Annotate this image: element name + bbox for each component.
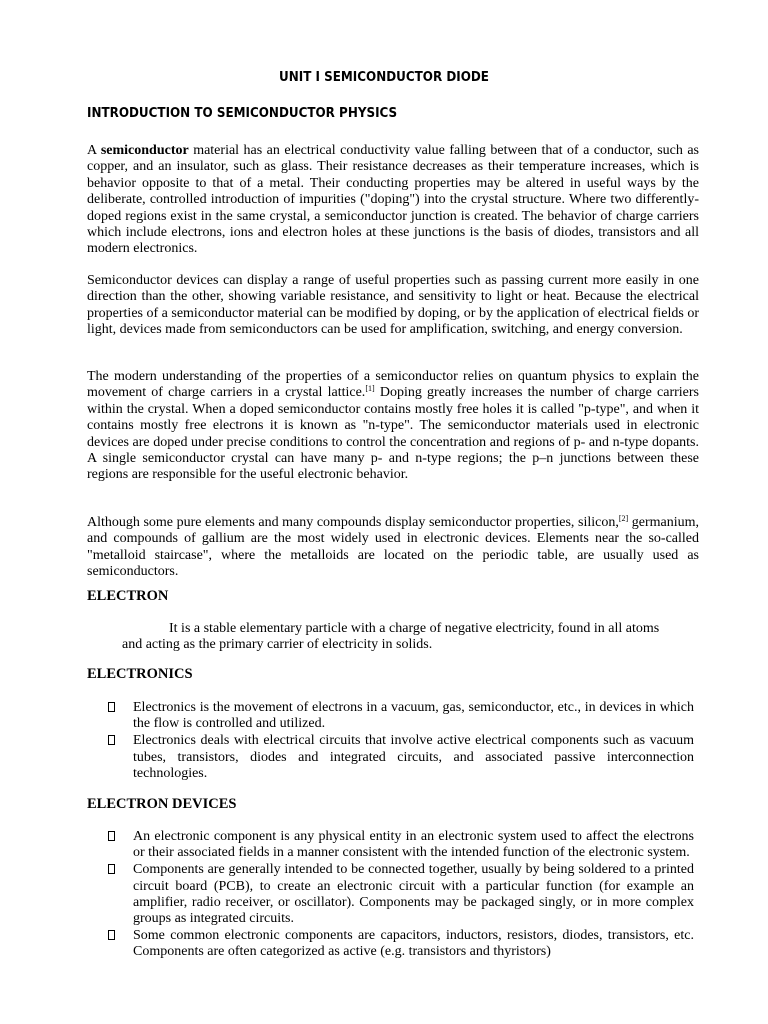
electron-definition: It is a stable elementary particle with a charge of negative electricity, found in all atoms and acting as the primary carrier of electricity in solids. [122,621,660,653]
reference-2: [2] [618,514,629,523]
reference-1: [1] [365,384,375,394]
electron-devices-list [108,829,694,962]
p3-part-a: The modern understanding of the properties of a semiconductor relies on quantum physics to explain the movement of charge carriers in a crystal lattice. [87,369,699,401]
paragraph-semiconductor-elements [87,515,699,581]
list-item-text: Electronics is the movement of electrons in a vacuum, gas, semiconductor, etc., in devices in which the flow is controlled and utilized. [133,700,694,732]
p1-lead: A [87,143,101,158]
bullet-icon [108,831,115,841]
p4-part-a: Although some pure elements and many compounds display semiconductor properties, silicon, [87,515,619,530]
bullet-icon [108,864,115,874]
p4-part-b: germanium, and compounds of gallium are the most widely used in electronic devices. Elements near the so-called "metalloid staircase", where the metalloids are located on the periodic table, are usually used as semiconductors. [87,515,700,580]
paragraph-quantum-physics [87,369,699,484]
list-item [108,829,694,861]
paragraph-semiconductor-devices: Semiconductor devices can display a range of useful properties such as passing current more easily in one direction than the other, showing variable resistance, and sensitivity to light or heat. Because the electrical properties of a semiconductor material can be modified by doping, or by the application of electrical fields or light, devices made from semiconductors can be used for amplification, switching, and energy conversion. [87,273,699,338]
p1-rest: material has an electrical conductivity value falling between that of a conductor, such as copper, and an insulator, such as glass. Their resistance decreases as their temperature increases, which is behavior opposite to that of a metal. Their conducting properties may be altered in useful ways by the deliberate, controlled introduction of impurities ("doping") into the crystal structure. Where two differently-doped regions exist in the same crystal, a semiconductor junction is created. The behavior of charge carriers which include electrons, ions and electron holes at these junctions is the basis of diodes, transistors and all modern electronics. [87,143,699,257]
electronics-heading: ELECTRONICS [87,666,193,682]
electronics-list [108,700,694,783]
list-item [108,700,694,732]
p3-part-b: Doping greatly increases the number of charge carriers within the crystal. When a doped semiconductor contains mostly free holes it is called "p-type", and when it contains mostly free electrons it is known as "n-type". The semiconductor materials used in electronic devices are doped under precise conditions to control the concentration and regions of p- and n-type dopants. A single semiconductor crystal can have many p- and n-type regions; the p–n junctions between these regions are responsible for the useful electronic behavior. [87,385,699,483]
list-item-text: An electronic component is any physical entity in an electronic system used to affect the electrons or their associated fields in a manner consistent with the intended function of the electronic system. [133,829,694,861]
list-item [108,862,694,927]
electron-devices-heading: ELECTRON DEVICES [87,796,237,812]
intro-heading: INTRODUCTION TO SEMICONDUCTOR PHYSICS [87,106,398,121]
unit-title: UNIT I SEMICONDUCTOR DIODE [279,70,489,85]
list-item-text: Components are generally intended to be connected together, usually by being soldered to a printed circuit board (PCB), to create an electronic circuit with a particular function (for example an amplifier, radio receiver, or oscillator). Components may be packaged singly, or in more complex groups as integrated circuits. [133,862,694,927]
paragraph-semiconductor-definition [87,143,699,258]
bullet-icon [108,930,115,940]
p1-term: semiconductor [100,143,189,158]
list-item [108,733,694,782]
bullet-icon [108,735,115,745]
list-item-text: Some common electronic components are capacitors, inductors, resistors, diodes, transistors, etc. Components are often categorized as active (e.g. transistors and thyristors) [133,928,694,960]
bullet-icon [108,702,115,712]
list-item [108,928,694,960]
list-item-text: Electronics deals with electrical circuits that involve active electrical components such as vacuum tubes, transistors, diodes and integrated circuits, and associated passive interconnection technologies. [133,733,694,781]
electron-heading: ELECTRON [87,588,169,604]
